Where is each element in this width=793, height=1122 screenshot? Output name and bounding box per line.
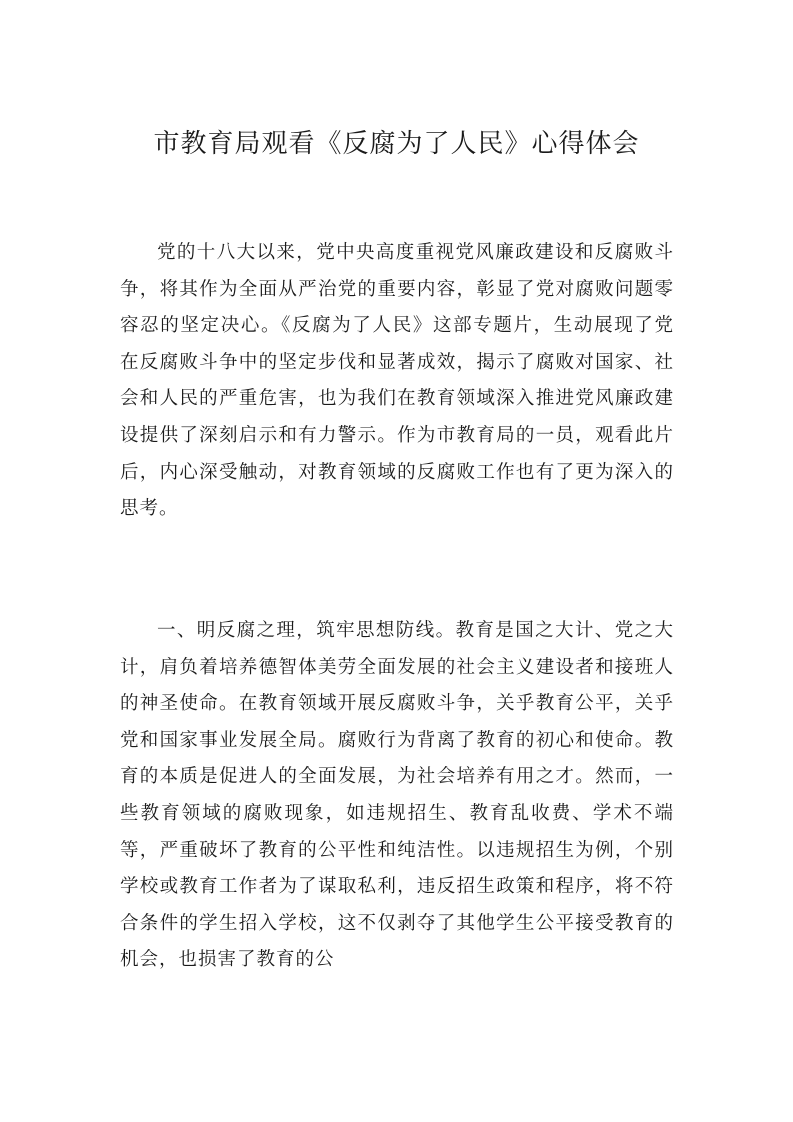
section-one-paragraph: 一、明反腐之理，筑牢思想防线。教育是国之大计、党之大计，肩负着培养德智体美劳全面发展的社会主义建设者和接班人的神圣使命。在教育领域开展反腐败斗争，关乎教育公平，关乎党和国家事业发展全局。腐败行为背离了教育的初心和使命。教育的本质是促进人的全面发展，为社会培养有用之才。然而，一些教育领域的腐败现象，如违规招生、教育乱收费、学术不端等，严重破坏了教育的公平性和纯洁性。以违规招生为例，个别学校或教育工作者为了谋取私利，违反招生政策和程序，将不符合条件的学生招入学校，这不仅剥夺了其他学生公平接受教育的机会，也损害了教育的公 (120, 620, 674, 971)
intro-paragraph: 党的十八大以来，党中央高度重视党风廉政建设和反腐败斗争，将其作为全面从严治党的重要内容，彰显了党对腐败问题零容忍的坚定决心。《反腐为了人民》这部专题片，生动展现了党在反腐败斗争中的坚定步伐和显著成效，揭示了腐败对国家、社会和人民的严重危害，也为我们在教育领域深入推进党风廉政建设提供了深刻启示和有力警示。作为市教育局的一员，观看此片后，内心深受触动，对教育领域的反腐败工作也有了更为深入的思考。 (120, 242, 674, 520)
document-title: 市教育局观看《反腐为了人民》心得体会 (153, 129, 640, 159)
